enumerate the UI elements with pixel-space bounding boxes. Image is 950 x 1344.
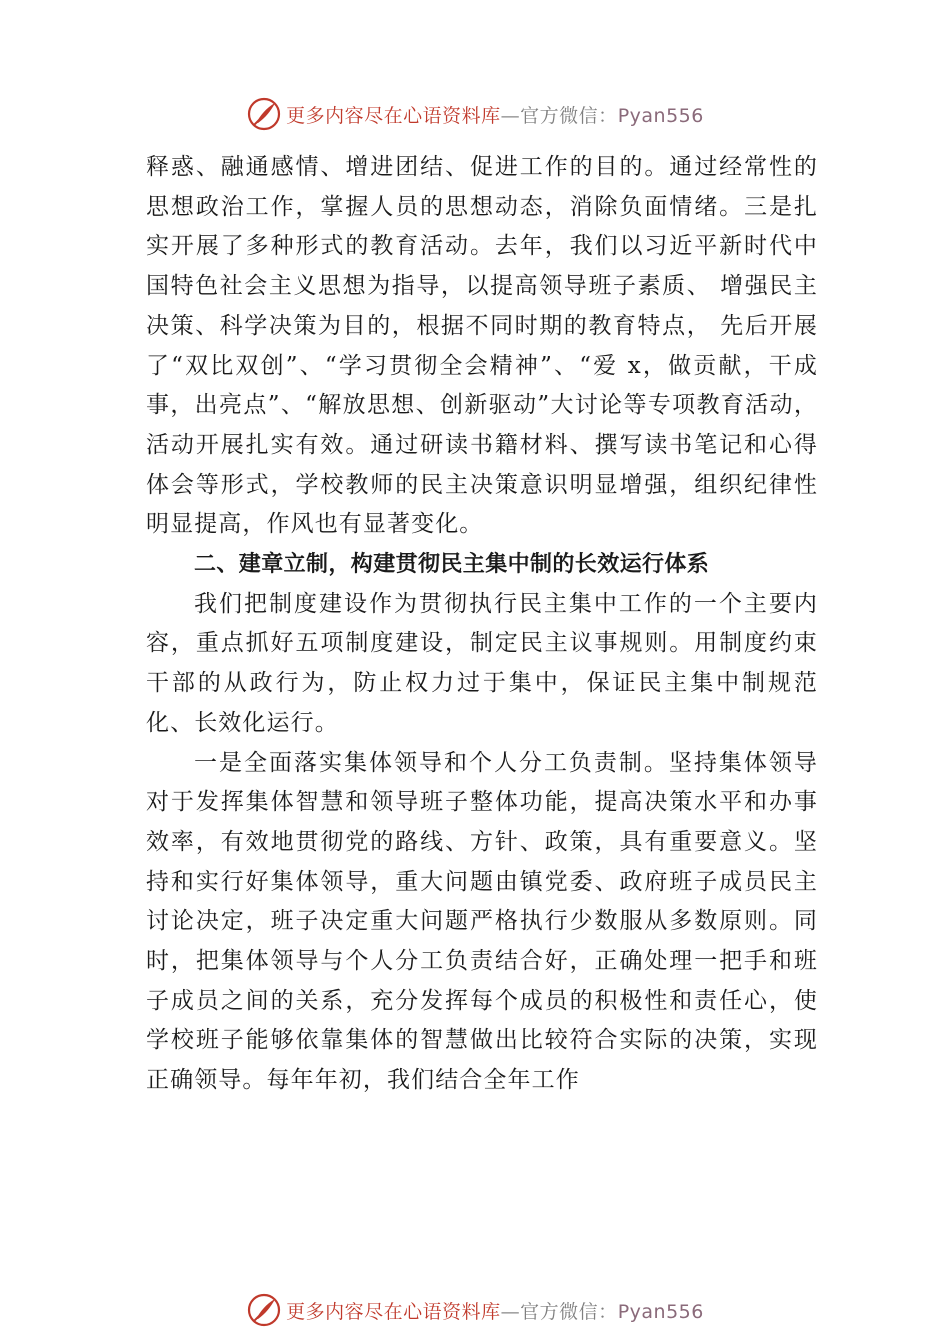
quill-logo-icon	[246, 96, 282, 132]
banner-wechat-label: 官方微信：	[520, 104, 618, 127]
paragraph: 我们把制度建设作为贯彻执行民主集中工作的一个主要内容，重点抓好五项制度建设，制定民主议事规则。用制度约束干部的从政行为，防止权力过于集中，保证民主集中制规范化、长效化运行。	[146, 590, 818, 736]
header-banner-content	[246, 96, 704, 132]
banner-brand: 更多内容尽在心语资料库	[286, 104, 501, 127]
banner-separator: —	[500, 1300, 521, 1323]
banner-text	[286, 1297, 704, 1324]
footer-banner	[0, 1288, 950, 1332]
banner-text	[286, 101, 704, 128]
document-body	[146, 148, 818, 1101]
paragraph: 一是全面落实集体领导和个人分工负责制。坚持集体领导对于发挥集体智慧和领导班子整体功能，提高决策水平和办事效率，有效地贯彻党的路线、方针、政策，具有重要意义。坚持和实行好集体领导，重大问题由镇党委、政府班子成员民主讨论决定，班子决定重大问题严格执行少数服从多数原则。同时，把集体领导与个人分工负责结合好，正确处理一把手和班子成员之间的关系，充分发挥每个成员的积极性和责任心，使学校班子能够依靠集体的智慧做出比较符合实际的决策，实现正确领导。每年年初，我们结合全年工作	[146, 749, 818, 1094]
quill-logo-icon	[246, 1292, 282, 1328]
section-heading: 二、建章立制，构建贯彻民主集中制的长效运行体系	[194, 552, 710, 578]
footer-banner-content	[246, 1292, 704, 1328]
banner-wechat-id: Pyan556	[617, 1300, 704, 1323]
banner-wechat-id: Pyan556	[617, 104, 704, 127]
banner-wechat-label: 官方微信：	[520, 1300, 618, 1323]
banner-brand: 更多内容尽在心语资料库	[286, 1300, 501, 1323]
banner-separator: —	[500, 104, 521, 127]
paragraph-continued: 释惑、融通感情、增进团结、促进工作的目的。通过经常性的思想政治工作，掌握人员的思想动态，消除负面情绪。三是扎实开展了多种形式的教育活动。去年，我们以习近平新时代中国特色社会主义思想为指导，以提高领导班子素质、 增强民主决策、科学决策为目的，根据不同时期的教育特点， 先后开展了“双比双创”、“学习贯彻全会精神”、“爱 x，做贡献，干成事，出亮点”、“解放思想、创新驱动”大讨论等专项教育活动，活动开展扎实有效。通过研读书籍材料、撰写读书笔记和心得体会等形式，学校教师的民主决策意识明显增强，组织纪律性明显提高，作风也有显著变化。	[146, 154, 818, 538]
header-banner	[0, 92, 950, 136]
